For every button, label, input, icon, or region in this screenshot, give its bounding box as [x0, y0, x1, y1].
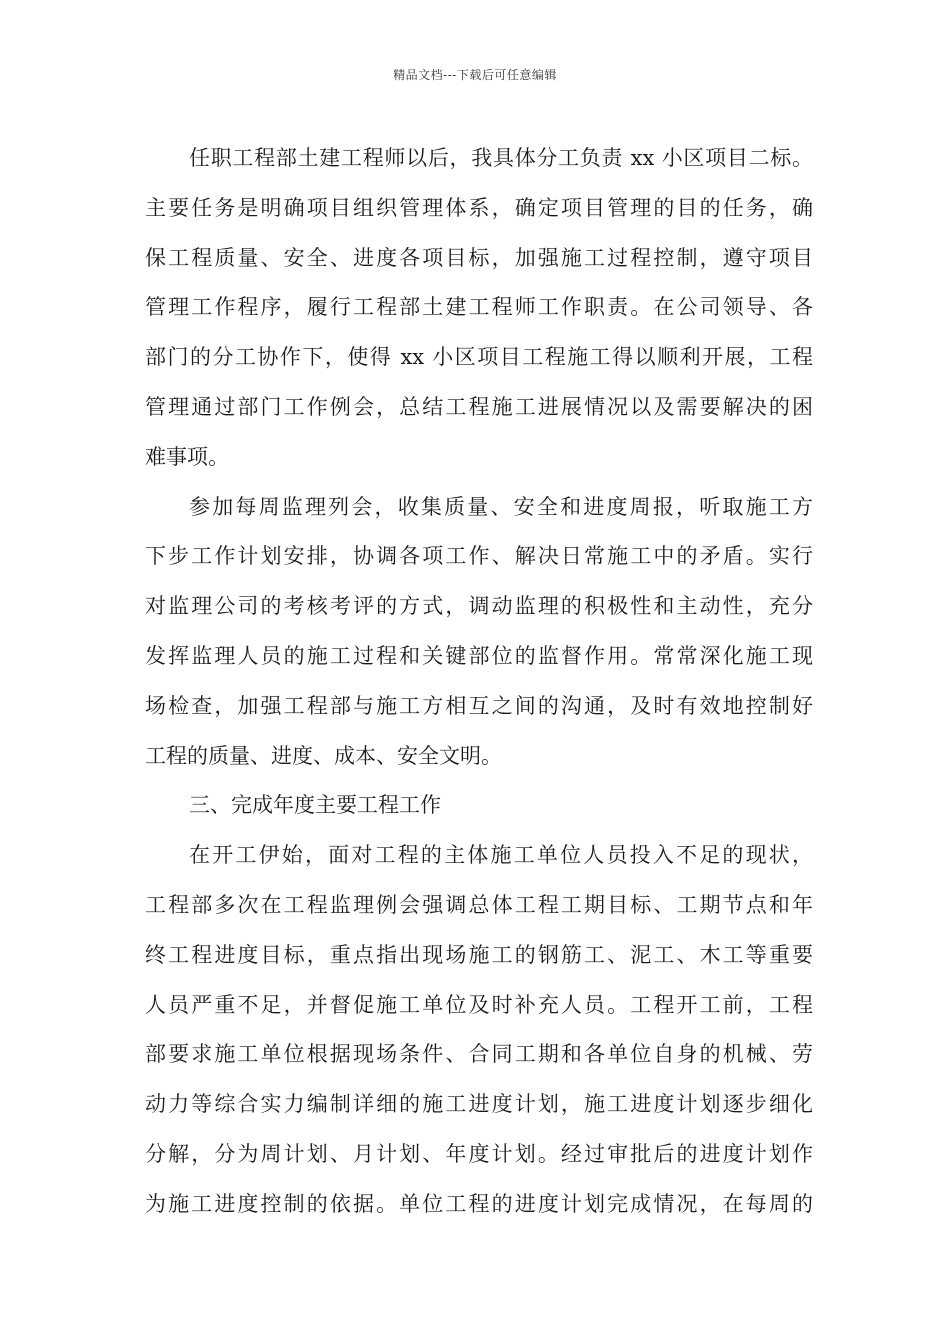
page-header: 精品文档---下载后可任意编辑: [393, 68, 557, 82]
paragraph-line: 终工程进度目标，重点指出现场施工的钢筋工、泥工、木工等重要: [145, 942, 813, 967]
paragraph-line: 工程的质量、进度、成本、安全文明。: [145, 743, 502, 768]
paragraph-1: [145, 134, 813, 483]
paragraph-line: 对监理公司的考核考评的方式，调动监理的积极性和主动性，充分: [145, 594, 813, 619]
paragraph-line: 下步工作计划安排，协调各项工作、解决日常施工中的矛盾。实行: [145, 544, 813, 569]
paragraph-line: 发挥监理人员的施工过程和关键部位的监督作用。常常深化施工现: [145, 643, 813, 668]
paragraph-line: 任职工程部土建工程师以后，我具体分工负责 xx 小区项目二标。: [189, 146, 813, 170]
paragraph-line: 人员严重不足，并督促施工单位及时补充人员。工程开工前，工程: [145, 992, 813, 1017]
paragraph-line: 场检查，加强工程部与施工方相互之间的沟通，及时有效地控制好: [145, 693, 813, 718]
paragraph-line: 为施工进度控制的依据。单位工程的进度计划完成情况，在每周的: [145, 1191, 813, 1216]
paragraph-line: 管理通过部门工作例会，总结工程施工进展情况以及需要解决的困: [145, 394, 813, 419]
document-body: [145, 134, 813, 1230]
paragraph-line: 参加每周监理列会，收集质量、安全和进度周报，听取施工方: [189, 494, 813, 519]
paragraph-line: 主要任务是明确项目组织管理体系，确定项目管理的目的任务，确: [145, 195, 813, 220]
paragraph-line: 工程部多次在工程监理例会强调总体工程工期目标、工期节点和年: [145, 892, 813, 917]
paragraph-line: 分解，分为周计划、月计划、年度计划。经过审批后的进度计划作: [145, 1141, 813, 1166]
paragraph-line: 保工程质量、安全、进度各项目标，加强施工过程控制，遵守项目: [145, 245, 813, 270]
section-heading: [145, 781, 813, 831]
paragraph-line: 部要求施工单位根据现场条件、合同工期和各单位自身的机械、劳: [145, 1042, 813, 1067]
paragraph-line: 在开工伊始，面对工程的主体施工单位人员投入不足的现状，: [189, 843, 813, 868]
section-heading-text: 三、完成年度主要工程工作: [189, 793, 441, 818]
paragraph-3: [145, 831, 813, 1229]
paragraph-line: 管理工作程序，履行工程部土建工程师工作职责。在公司领导、各: [145, 295, 813, 320]
paragraph-line: 动力等综合实力编制详细的施工进度计划，施工进度计划逐步细化: [145, 1092, 813, 1117]
paragraph-line: 部门的分工协作下，使得 xx 小区项目工程施工得以顺利开展，工程: [145, 345, 813, 370]
paragraph-2: [145, 483, 813, 782]
paragraph-line: 难事项。: [145, 444, 229, 469]
